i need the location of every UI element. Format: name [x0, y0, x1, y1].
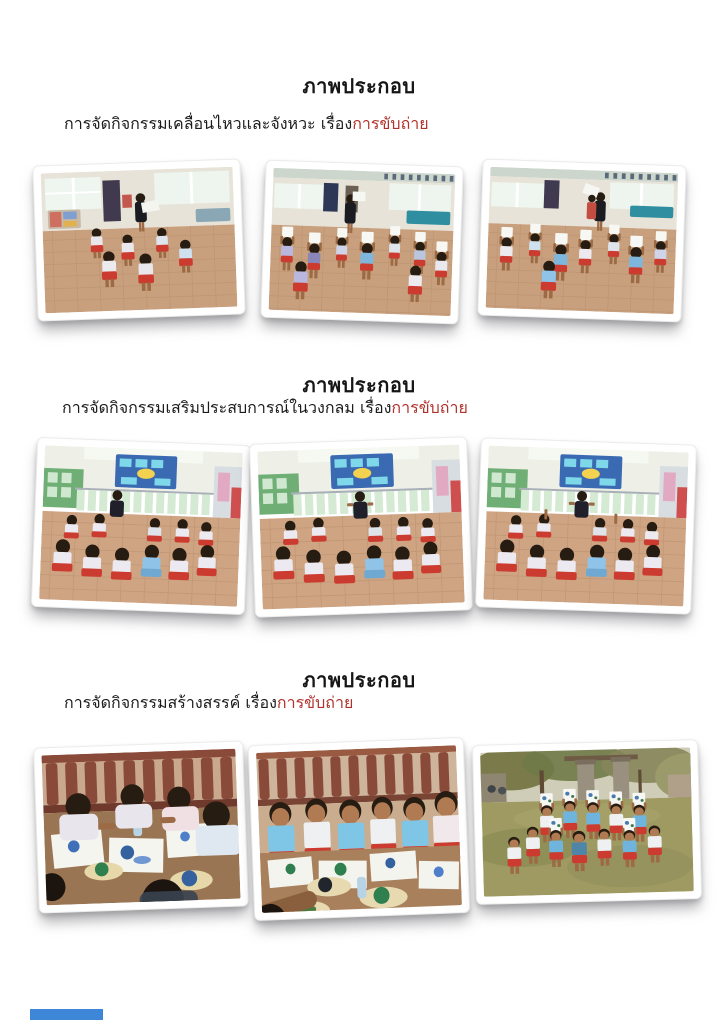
photo-image-circle-time-children-raising-hands [483, 446, 688, 607]
photo-image-circle-time-teacher-left [39, 445, 243, 606]
photo-vegetable-stamp-painting-table [248, 737, 471, 921]
photo-image-classroom-children-lifting-papers [269, 168, 456, 316]
photo-classroom-movement-activity [32, 158, 245, 321]
footer-blue-bar [30, 1009, 103, 1020]
section-2-heading: ภาพประกอบ [302, 373, 416, 397]
caption-highlight: การขับถ่าย [276, 693, 354, 712]
photo-image-vegetable-stamp-painting-table [256, 745, 462, 913]
photo-image-circle-time-teacher-center [257, 445, 464, 610]
section-2-caption [62, 396, 468, 421]
caption-highlight: การขับถ่าย [352, 114, 429, 133]
section-1-caption [64, 112, 429, 137]
caption-text: การจัดกิจกรรมเสริมประสบการณ์ในวงกลม เรื่อง [62, 398, 392, 417]
photo-outdoor-children-showing-artwork [472, 739, 702, 905]
caption-text: การจัดกิจกรรมเคลื่อนไหวและจังหวะ เรื่อง [64, 114, 353, 133]
photo-image-classroom-children-waving-papers [486, 167, 679, 314]
photo-image-finger-painting-table [41, 749, 240, 906]
photo-classroom-children-lifting-papers [260, 160, 463, 325]
photo-image-classroom-movement-activity [41, 167, 238, 314]
photo-circle-time-teacher-left [31, 437, 251, 615]
photo-circle-time-children-raising-hands [475, 437, 697, 614]
photo-finger-painting-table [33, 740, 249, 913]
caption-highlight: การขับถ่าย [391, 398, 468, 417]
section-3-heading: ภาพประกอบ [302, 668, 416, 692]
photo-image-outdoor-children-showing-artwork [480, 747, 694, 896]
section-1-heading: ภาพประกอบ [302, 74, 416, 98]
photo-classroom-children-waving-papers [477, 158, 686, 322]
section-3-caption [64, 691, 353, 716]
photo-circle-time-teacher-center [249, 436, 473, 618]
caption-text: การจัดกิจกรรมสร้างสรรค์ เรื่อง [64, 693, 277, 712]
